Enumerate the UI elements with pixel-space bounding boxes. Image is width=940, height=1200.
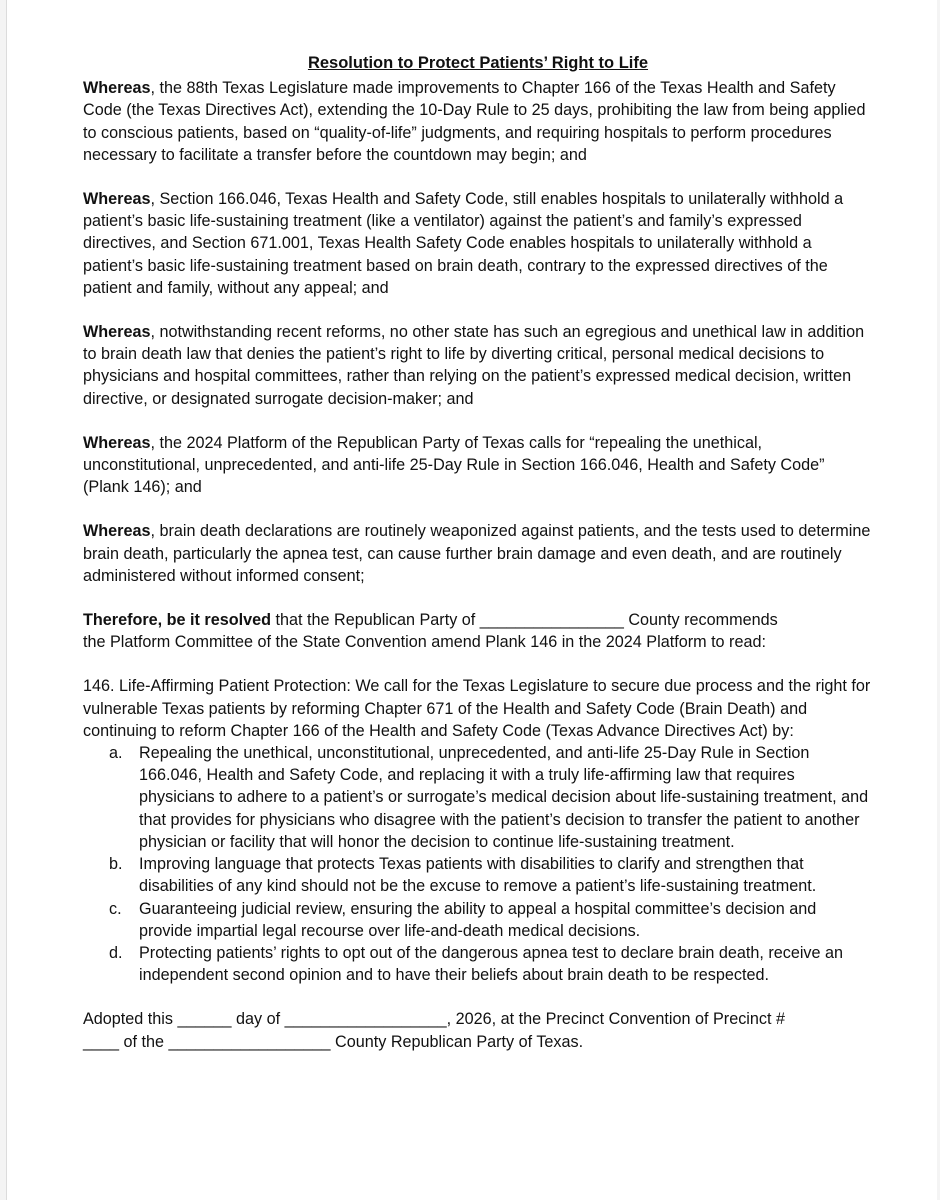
list-item: [83, 898, 873, 942]
list-item-text: Protecting patients’ rights to opt out of the dangerous apnea test to declare brain death, receive an independent second opinion and to have their beliefs about brain death to be respected.: [139, 943, 844, 985]
document-title: Resolution to Protect Patients’ Right to Life: [307, 54, 649, 72]
whereas-lead: Whereas: [83, 323, 151, 342]
whereas-text: , notwithstanding recent reforms, no other state has such an egregious and unethical law in addition to brain death law that denies the patient’s right to life by diverting critical, personal medical decisions to physicians and hospital committees, rather than relying on the patient’s expressed medical decision, written directive, or designated surrogate decision-maker; and: [83, 323, 865, 408]
document-page: [6, 0, 937, 1200]
whereas-paragraph-4: [83, 432, 873, 499]
therefore-line-1: that the Republican Party of ________________ County recommends: [271, 611, 778, 630]
adoption-statement: [83, 1008, 873, 1052]
list-item-letter: c.: [109, 899, 122, 918]
adoption-line-2: ____ of the __________________ County Republican Party of Texas.: [83, 1032, 584, 1051]
therefore-lead: Therefore, be it resolved: [83, 611, 272, 630]
list-item-letter: a.: [109, 744, 123, 763]
whereas-lead: Whereas: [83, 522, 151, 541]
list-item-text: Repealing the unethical, unconstitutional, unprecedented, and anti-life 25-Day Rule in Section 166.046, Health and Safety Code, and replacing it with a truly life-affirming law that requires physicians to adhere to a patient’s or surrogate’s medical decision about life-sustaining treatment, and that provides for physicians who disagree with the patient’s decision to transfer the patient to another physician or facility that will honor the decision to continue life-sustaining treatment.: [139, 744, 869, 851]
whereas-paragraph-1: [83, 77, 873, 166]
whereas-text: , Section 166.046, Texas Health and Safety Code, still enables hospitals to unilaterally withhold a patient’s basic life-sustaining treatment (like a ventilator) against the patient’s and family’s expressed directives, and Section 671.001, Texas Health Safety Code enables hospitals to unilaterally withhold a patient’s basic life-sustaining treatment based on brain death, contrary to the expressed directives of the patient and family, without any appeal; and: [83, 190, 844, 297]
whereas-lead: Whereas: [83, 79, 151, 98]
whereas-text: , brain death declarations are routinely weaponized against patients, and the tests used to determine brain death, particularly the apnea test, can cause further brain damage and even death, and are routinely administered without informed consent;: [83, 522, 871, 585]
whereas-paragraph-3: [83, 321, 873, 410]
document-body: [83, 52, 873, 1075]
whereas-text: , the 2024 Platform of the Republican Party of Texas calls for “repealing the unethical, unconstitutional, unprecedented, and anti-life 25-Day Rule in Section 166.046, Health and Safety Code” (Plank 146); and: [83, 433, 825, 497]
therefore-paragraph: [83, 609, 873, 653]
whereas-text: , the 88th Texas Legislature made improvements to Chapter 166 of the Texas Health and Safety Code (the Texas Directives Act), extending the 10-Day Rule to 25 days, prohibiting the law from being applied to conscious patients, based on “quality-of-life” judgments, and requiring hospitals to perform procedures necessary to facilitate a transfer before the countdown may begin; and: [83, 79, 866, 164]
list-item: [83, 942, 873, 986]
whereas-lead: Whereas: [83, 433, 151, 452]
list-item-letter: d.: [109, 943, 123, 962]
list-item-letter: b.: [109, 855, 123, 874]
list-item-text: Guaranteeing judicial review, ensuring the ability to appeal a hospital committee’s decision and provide impartial legal recourse over life-and-death medical decisions.: [139, 899, 817, 940]
adoption-line-1: Adopted this ______ day of __________________, 2026, at the Precinct Convention of Precinct #: [83, 1010, 785, 1029]
plank-intro: 146. Life-Affirming Patient Protection: We call for the Texas Legislature to secure due process and the right for vulnerable Texas patients by reforming Chapter 671 of the Health and Safety Code (Brain Death) and continuing to reform Chapter 166 of the Health and Safety Code (Texas Advance Directives Act) by:: [83, 677, 871, 740]
list-item-text: Improving language that protects Texas patients with disabilities to clarify and strengthen that disabilities of any kind should not be the excuse to remove a patient’s life-sustaining treatment.: [139, 855, 817, 896]
whereas-paragraph-5: [83, 520, 873, 587]
whereas-paragraph-2: [83, 188, 873, 299]
whereas-lead: Whereas: [83, 190, 151, 209]
plank-item-list: [83, 742, 873, 986]
list-item: [83, 853, 873, 897]
therefore-line-2: the Platform Committee of the State Convention amend Plank 146 in the 2024 Platform to read:: [83, 633, 766, 652]
list-item: [83, 742, 873, 853]
